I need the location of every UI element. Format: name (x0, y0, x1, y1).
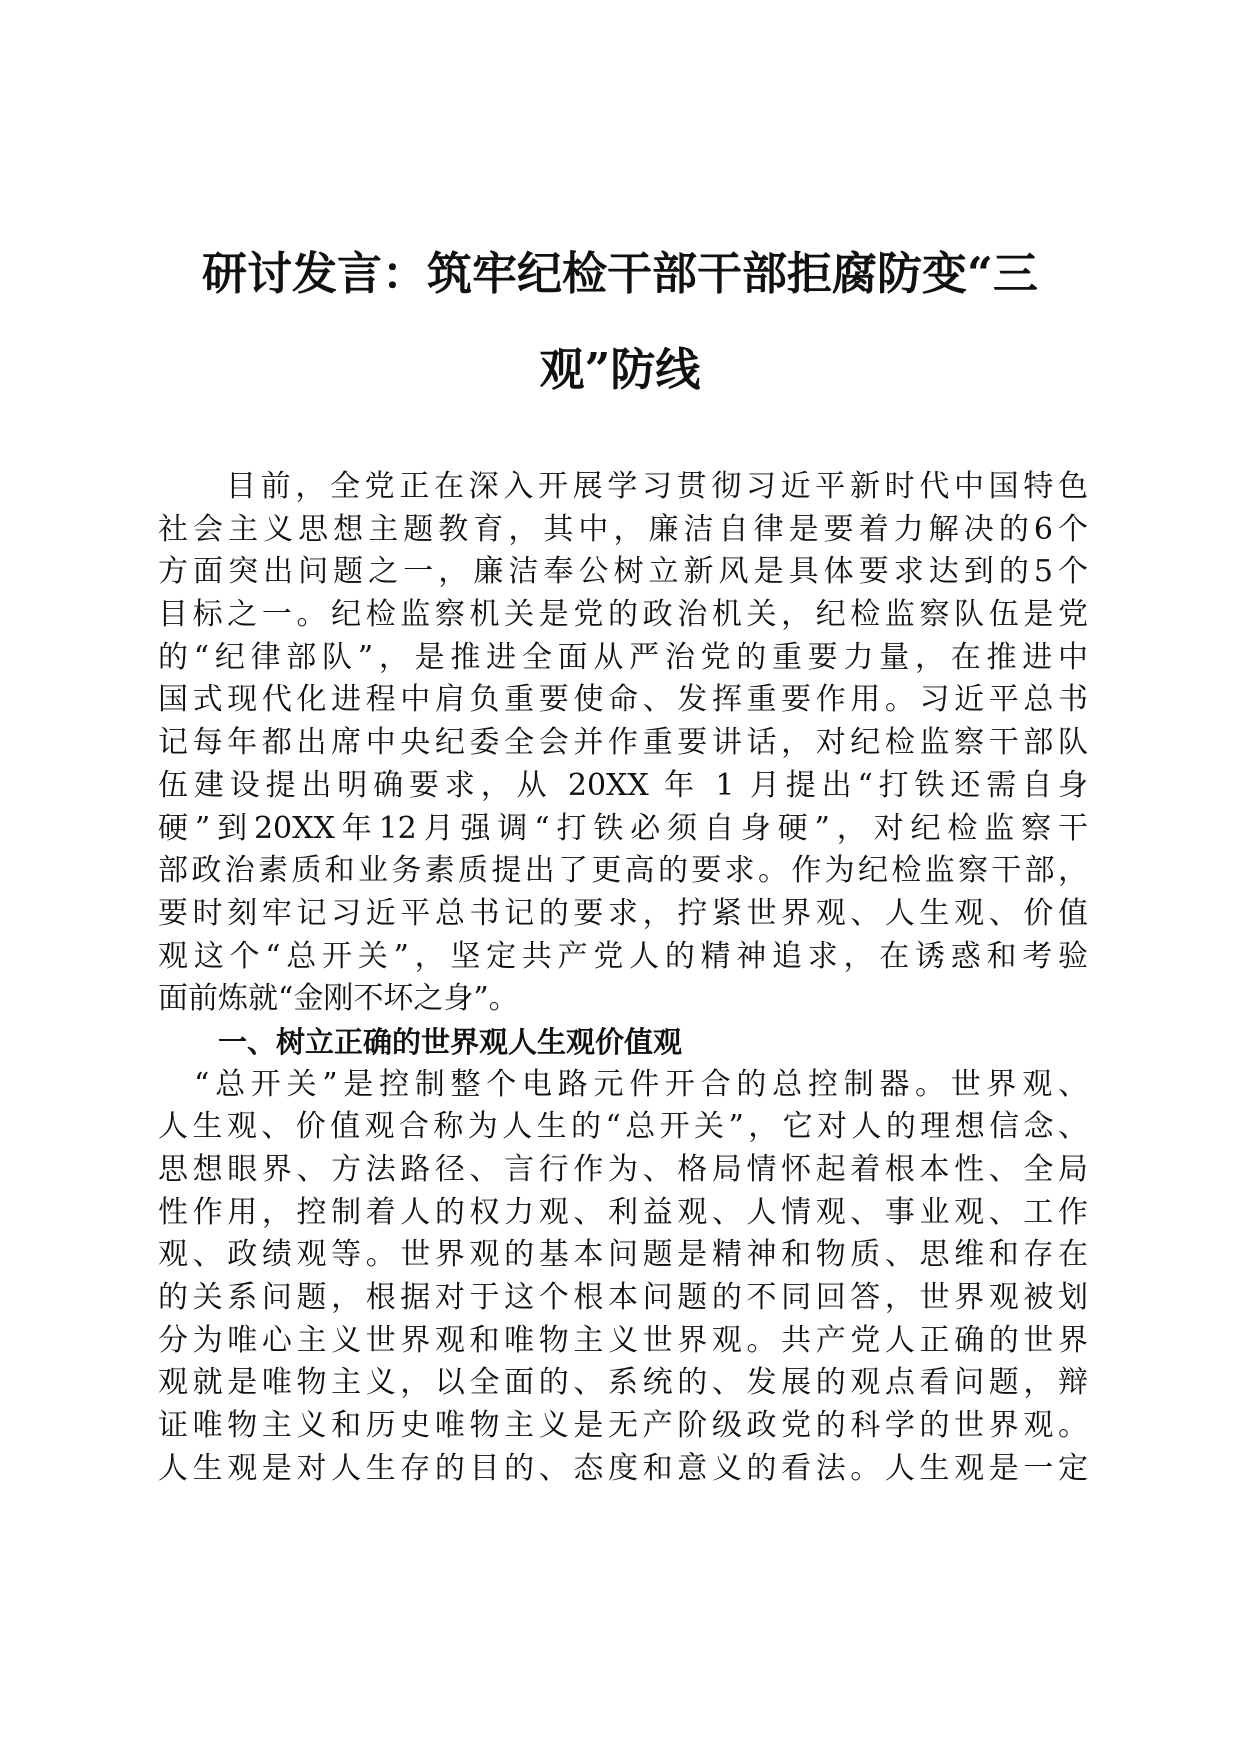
paragraph-line: 记每年都出席中央纪委全会并作重要讲话，对纪检监察干部队 (158, 725, 1088, 761)
paragraph-intro (158, 466, 1088, 1021)
document-title (150, 226, 1090, 418)
paragraph-line: 目前，全党正在深入开展学习贯彻习近平新时代中国特色 (226, 469, 1088, 504)
paragraph-line: 思想眼界、方法路径、言行作为、格局情怀起着根本性、全局 (158, 1152, 1088, 1187)
document-body (158, 466, 1088, 1491)
paragraph-line: 的“纪律部队”，是推进全面从严治党的重要力量，在推进中 (158, 639, 1088, 675)
paragraph-line: “总开关”是控制整个电路元件开合的总控制器。世界观、 (194, 1066, 1088, 1102)
paragraph-line: 方面突出问题之一，廉洁奉公树立新风是具体要求达到的5个 (158, 554, 1088, 590)
section-heading: 一、树立正确的世界观人生观价值观 (218, 1024, 683, 1059)
paragraph-line: 证唯物主义和历史唯物主义是无产阶级政党的科学的世界观。 (158, 1408, 1088, 1444)
paragraph-line: 性作用，控制着人的权力观、利益观、人情观、事业观、工作 (158, 1194, 1088, 1230)
paragraph-line: 观这个“总开关”，坚定共产党人的精神追求，在诱惑和考验 (158, 938, 1088, 974)
title-line: 研讨发言：筑牢纪检干部干部拒腐防变“三 (202, 247, 1038, 300)
paragraph-line: 人生观是对人生存的目的、态度和意义的看法。人生观是一定 (158, 1450, 1088, 1486)
paragraph-line: 目标之一。纪检监察机关是党的政治机关，纪检监察队伍是党 (158, 597, 1088, 633)
paragraph-line: 分为唯心主义世界观和唯物主义世界观。共产党人正确的世界 (158, 1322, 1088, 1358)
paragraph-line: 观就是唯物主义，以全面的、系统的、发展的观点看问题，辩 (158, 1365, 1088, 1401)
paragraph-line: 的关系问题，根据对于这个根本问题的不同回答，世界观被划 (158, 1280, 1088, 1316)
paragraph-line: 部政治素质和业务素质提出了更高的要求。作为纪检监察干部， (158, 853, 1088, 889)
paragraph-line: 要时刻牢记习近平总书记的要求，拧紧世界观、人生观、价值 (158, 895, 1088, 931)
paragraph-line: 社会主义思想主题教育，其中，廉洁自律是要着力解决的6个 (158, 511, 1088, 547)
paragraph-line: 硬”到20XX年12月强调“打铁必须自身硬”，对纪检监察干 (158, 810, 1088, 846)
paragraph-line: 面前炼就“金刚不坏之身”。 (158, 981, 519, 1017)
paragraph-line: 观、政绩观等。世界观的基本问题是精神和物质、思维和存在 (158, 1237, 1088, 1273)
paragraph-line: 伍建设提出明确要求，从 20XX 年 1 月提出“打铁还需自身 (158, 767, 1088, 803)
paragraph-line: 国式现代化进程中肩负重要使命、发挥重要作用。习近平总书 (158, 682, 1088, 718)
paragraph-section1 (158, 1064, 1088, 1491)
paragraph-line: 人生观、价值观合称为人生的“总开关”，它对人的理想信念、 (158, 1109, 1088, 1145)
title-line: 观”防线 (539, 343, 701, 396)
